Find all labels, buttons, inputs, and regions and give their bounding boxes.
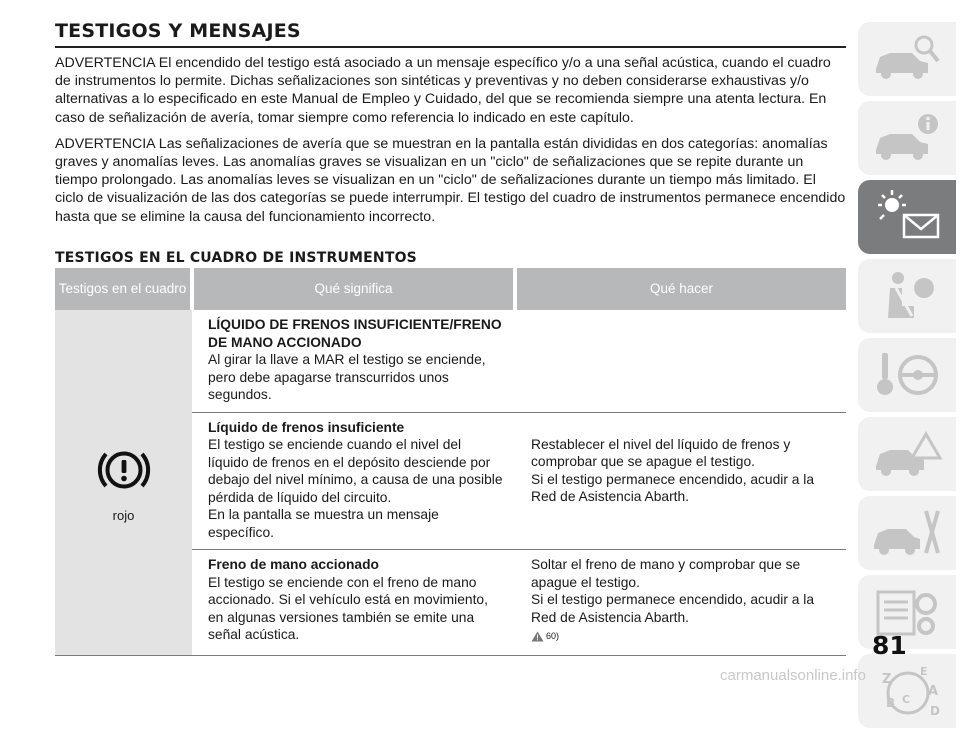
row-action: Soltar el freno de mano y comprobar que se apague el testigo. Si el testigo permanece encendido, acudir a la Red de Asistencia Abarth. <box>531 557 815 625</box>
meaning-cell <box>192 310 515 412</box>
tab-vehicle-info[interactable] <box>858 101 956 175</box>
indicator-color-label: rojo <box>112 507 135 523</box>
table-header-row <box>55 268 846 310</box>
header-meaning: Qué significa <box>192 268 515 310</box>
row-meaning: El testigo se enciende cuando el nivel del líquido de frenos en el depósito desciende por debajo del nivel mínimo, a causa de una posible pérdida de líquido del circuito. En la pantalla se muestra un mensaje específico. <box>208 437 503 540</box>
key-steering-wheel-icon <box>868 345 946 405</box>
warning-light-message-icon <box>868 187 946 247</box>
row-title: Líquido de frenos insuficiente <box>208 419 405 435</box>
meaning-cell <box>192 412 515 550</box>
tab-emergency[interactable] <box>858 417 956 491</box>
row-meaning: Al girar la llave a MAR el testigo se enciende, pero debe apagarse transcurridos unos segundos. <box>208 352 486 402</box>
row-meaning: El testigo se enciende con el freno de mano accionado. Si el vehículo está en movimiento, en algunas versiones también se emite una señal acústica. <box>208 574 488 642</box>
page-number: 81 <box>872 631 907 660</box>
intro-paragraph-1: ADVERTENCIA El encendido del testigo está asociado a un mensaje específico y/o a una señal acústica, cuando el cuadro de instrumentos lo permite. Dichas señalizaciones son sintéticas y preventivas y no deben considerarse exhaustivas y/o alternativas a lo especificado en este Manual de Empleo y Cuidado, del que se recomienda siempre una atenta lectura. En caso de señalización de avería, tomar siempre como referencia lo indicado en este capítulo. <box>55 55 831 126</box>
watermark: carmanualsonline.info <box>720 667 866 684</box>
intro-paragraph-2: ADVERTENCIA Las señalizaciones de avería que se muestran en la pantalla están divididas en dos categorías: anomalías graves y anomalías leves. Las anomalías graves se visualizan en un "ciclo" de señalizaciones que se repite durante un tiempo prolongado. Las anomalías leves se visualizan en un "ciclo" de señalizaciones durante un tiempo más limitado. El ciclo de visualización de las dos categorías se puede interrumpir. El testigo del cuadro de instrumentos permanece encendido hasta que se elimine la causa del funcionamiento incorrecto. <box>55 135 846 225</box>
svg-text:B: B <box>886 696 896 710</box>
car-hazard-icon <box>868 424 946 484</box>
indicators-table <box>55 268 846 656</box>
table-row <box>55 310 846 412</box>
car-info-icon <box>868 108 946 168</box>
section-title: TESTIGOS Y MENSAJES <box>55 20 846 48</box>
car-tools-icon <box>868 503 946 563</box>
action-cell <box>515 550 846 656</box>
subsection-title: TESTIGOS EN EL CUADRO DE INSTRUMENTOS <box>55 249 417 266</box>
tab-maintenance[interactable] <box>858 496 956 570</box>
svg-text:C: C <box>902 693 911 706</box>
main-content <box>55 20 846 266</box>
warning-triangle-icon <box>531 631 544 642</box>
note-number: 60) <box>546 631 560 641</box>
meaning-cell <box>192 550 515 656</box>
indicator-cell <box>55 310 192 655</box>
header-action: Qué hacer <box>515 268 846 310</box>
svg-text:A: A <box>928 684 939 699</box>
tab-index[interactable] <box>858 654 956 728</box>
tab-safety[interactable] <box>858 259 956 333</box>
tab-vehicle-knowledge[interactable] <box>858 22 956 96</box>
row-title: LÍQUIDO DE FRENOS INSUFICIENTE/FRENO DE MANO ACCIONADO <box>208 317 502 350</box>
row-action: Restablecer el nivel del líquido de frenos y comprobar que se apague el testigo. Si el testigo permanece encendido, acudir a la Red de Asistencia Abarth. <box>531 436 815 504</box>
action-cell <box>515 310 846 412</box>
warning-note-ref[interactable] <box>531 628 559 646</box>
car-search-icon <box>868 29 946 89</box>
seat-airbag-icon <box>868 266 946 326</box>
row-title: Freno de mano accionado <box>208 557 379 572</box>
svg-text:Z: Z <box>882 672 892 687</box>
tab-starting-driving[interactable] <box>858 338 956 412</box>
svg-text:E: E <box>920 665 928 678</box>
header-indicator: Testigos en el cuadro <box>55 268 192 310</box>
tab-warning-lights[interactable] <box>858 180 956 254</box>
brake-warning-icon <box>94 440 154 500</box>
action-cell <box>515 412 846 550</box>
alphabet-index-icon <box>868 661 946 721</box>
chapter-sidebar <box>858 22 960 733</box>
svg-text:D: D <box>930 704 940 718</box>
